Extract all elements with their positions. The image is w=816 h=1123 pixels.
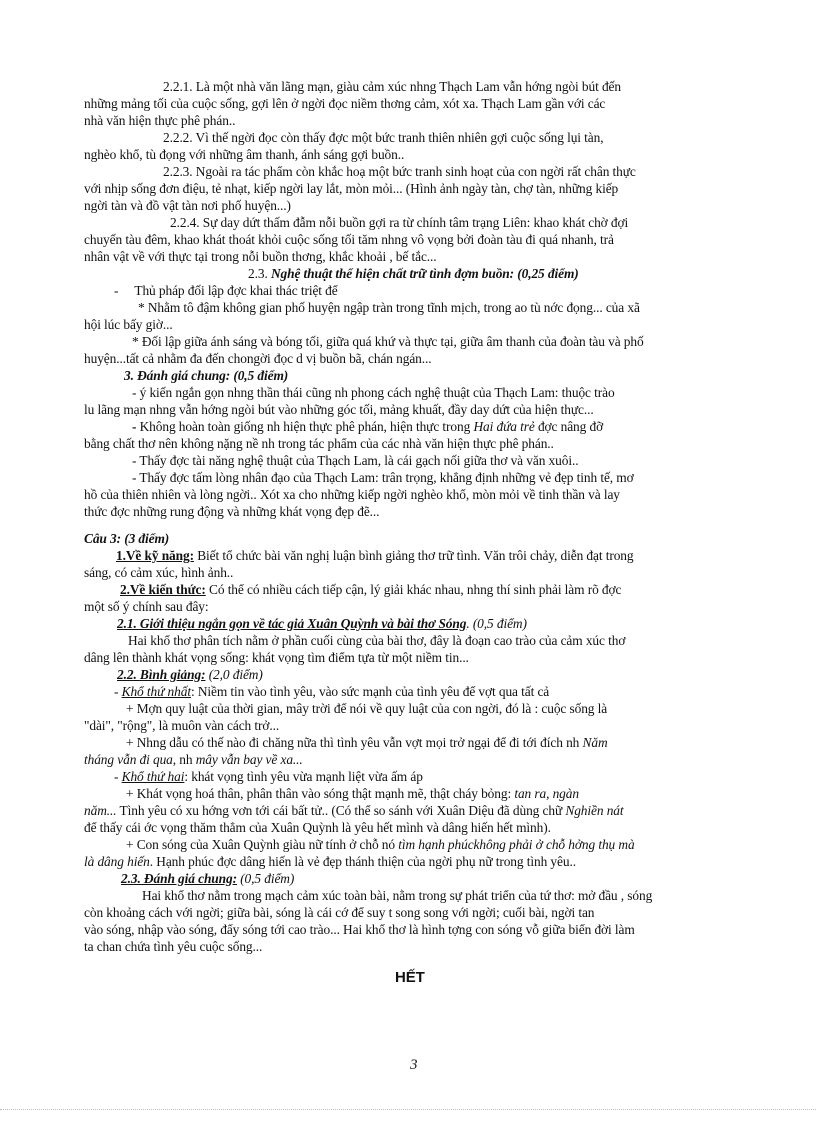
- text: 2.2.3. Ngoài ra tác phẩm còn khắc hoạ một bức tranh sinh hoạt của con ngời rất chân thực: [163, 164, 636, 179]
- text-line: [84, 180, 760, 197]
- para-2-2-2: [84, 129, 760, 146]
- text-line: [84, 112, 760, 129]
- text-line: [84, 853, 760, 870]
- text-line: [84, 231, 760, 248]
- text: ngời tàn và đồ vật tàn nơi phố huyện...): [84, 198, 291, 213]
- heading-2-1: [84, 615, 760, 632]
- text-line: [84, 751, 760, 768]
- end-marker: HẾT: [395, 969, 425, 986]
- text-line: [84, 401, 760, 418]
- text-line: [84, 197, 760, 214]
- para-2-2-3: [84, 163, 760, 180]
- text: . (0,5 điểm): [466, 616, 527, 631]
- text: một số ý chính sau đây:: [84, 599, 209, 614]
- text-line: [84, 503, 760, 520]
- text-line: [84, 486, 760, 503]
- text: Không hoàn toàn giống nh hiện thực phê phán, hiện thực trong: [136, 419, 474, 434]
- quote: Năm: [582, 735, 608, 750]
- text: lu lãng mạn nhng vẫn hớng ngòi bút vào những góc tối, mảng khuất, đầy day dứt của hiện thực...: [84, 402, 594, 417]
- text: (2,0 điểm): [205, 667, 263, 682]
- text: những mảng tối của cuộc sống, gợi lên ở ngời đọc niềm thơng cảm, xót xa. Thạch Lam gần với các: [84, 96, 606, 111]
- text: hội lúc bấy giờ...: [84, 317, 173, 332]
- text-line: [84, 452, 760, 469]
- text-line: [84, 683, 760, 700]
- dash-bullet: -: [114, 283, 119, 298]
- text-line: [84, 333, 760, 350]
- text: nhân vật về với thực tại trong nỗi buồn thơng, khắc khoải , bế tắc...: [84, 249, 437, 264]
- text: chuyến tàu đêm, khao khát thoát khỏi cuộc sống tối tăm nhng vô vọng bởi đoàn tàu đi quá nhanh, trả: [84, 232, 614, 247]
- text: . Hạnh phúc đợc dâng hiến là vẻ đẹp thánh thiện của ngời phụ nữ trong tình yêu..: [149, 854, 576, 869]
- text-line: [84, 649, 760, 666]
- text: nghèo khổ, tù đọng với những âm thanh, ánh sáng gợi buồn..: [84, 147, 405, 162]
- text: + Mợn quy luật của thời gian, mây trời để nói về quy luật của con ngời, đó là : cuộc sống là: [126, 701, 608, 716]
- text: : Niềm tin vào tình yêu, vào sức mạnh của tình yêu để vợt qua tất cả: [190, 684, 550, 699]
- section-heading: 3. Đánh giá chung: (0,5 điểm): [124, 368, 289, 383]
- quote: là dâng hiến: [84, 854, 150, 869]
- quote: tìm hạnh phúckhông phải ở chỗ hởng thụ mà: [398, 837, 635, 852]
- stanza-label: Khổ thứ nhất: [121, 684, 191, 699]
- text: dâng lên thành khát vọng sống: khát vọng tìm điểm tựa từ một niềm tin...: [84, 650, 469, 665]
- text-line: [84, 564, 760, 581]
- text-line: [84, 598, 760, 615]
- text-line: [84, 904, 760, 921]
- text: Biết tổ chức bài văn nghị luận bình giảng thơ trữ tình. Văn trôi chảy, diễn đạt trong: [193, 548, 634, 563]
- list-item: [84, 282, 760, 299]
- text-line: [84, 248, 760, 265]
- quote: năm...: [84, 803, 117, 818]
- text: thức đợc những rung động và những khát vọng đẹp đẽ...: [84, 504, 380, 519]
- text: 2.3.: [248, 266, 271, 281]
- stanza-label: Khổ thứ hai: [121, 769, 185, 784]
- text-line: [84, 717, 760, 734]
- page-number: 3: [410, 1057, 418, 1073]
- text: sáng, có cảm xúc, hình ảnh..: [84, 565, 234, 580]
- text: 2.2.2. Vì thế ngời đọc còn thấy đợc một bức tranh thiên nhiên gợi cuộc sống lụi tàn,: [163, 130, 604, 145]
- text: * Đối lập giữa ánh sáng và bóng tối, giữa quá khứ và thực tại, giữa âm thanh của đoàn tàu và phố: [132, 334, 644, 349]
- text-line: [84, 938, 760, 955]
- text: với nhịp sống đơn điệu, tẻ nhạt, kiếp ngời lay lắt, mòn mỏi... (Hình ảnh ngày tàn, chợ tàn, những kiếp: [84, 181, 619, 196]
- text-line: [84, 146, 760, 163]
- quote: tan ra, ngàn: [514, 786, 579, 801]
- text-line: [84, 734, 760, 751]
- subheading: 2.1. Giới thiệu ngắn gọn về tác giả Xuân Quỳnh và bài thơ Sóng: [117, 616, 467, 631]
- section-heading: Nghệ thuật thể hiện chất trữ tình đợm buồn: (0,25 điểm): [270, 266, 579, 281]
- text-line: [84, 700, 760, 717]
- text-line: [84, 819, 760, 836]
- text-line: [84, 316, 760, 333]
- text: còn khoảng cách với ngời; giữa bài, sóng là cái cớ để suy t song song với ngời; cuối bài, ngời tan: [84, 905, 595, 920]
- heading-2-3-b: [84, 870, 760, 887]
- text-line: [84, 547, 760, 564]
- text-line: [84, 887, 760, 904]
- text: : khát vọng tình yêu vừa mạnh liệt vừa ấm áp: [184, 769, 423, 784]
- text: + Nhng dẫu có thế nào đi chăng nữa thì tình yêu vẫn vợt mọi trở ngại để đi tới đích nh: [126, 735, 583, 750]
- text: Có thể có nhiều cách tiếp cận, lý giải khác nhau, nhng thí sinh phải làm rõ đợc: [205, 582, 622, 597]
- text-line: [84, 921, 760, 938]
- text-line: [84, 802, 760, 819]
- text-line: [84, 435, 760, 452]
- text: nhà văn hiện thực phê phán..: [84, 113, 236, 128]
- text: + Khát vọng hoá thân, phân thân vào sóng thật mạnh mẽ, thật cháy bỏng:: [126, 786, 515, 801]
- text: Tình yêu có xu hớng vơn tới cái bất tử.. (Có thể so sánh với Xuân Diệu đã dùng chữ: [116, 803, 566, 818]
- subheading: 2.2. Bình giảng:: [117, 667, 206, 682]
- text: Hai khổ thơ phân tích nằm ở phần cuối cùng của bài thơ, đây là đoạn cao trào của cảm xúc thơ: [128, 633, 626, 648]
- text: - ý kiến ngắn gọn nhng thần thái cũng nh phong cách nghệ thuật của Thạch Lam: thuộc trào: [132, 385, 615, 400]
- text: (0,5 điểm): [236, 871, 295, 886]
- page-divider: [0, 1109, 816, 1110]
- text: Hai khổ thơ nằm trong mạch cảm xúc toàn bài, nằm trong sự phát triển của tứ thơ: mở đầu , sóng: [142, 888, 653, 903]
- text: đợc nâng đỡ: [534, 419, 604, 434]
- subheading: 2.3. Đánh giá chung:: [121, 871, 237, 886]
- section-heading: Câu 3: (3 điểm): [84, 531, 170, 546]
- text: , nh: [172, 752, 196, 767]
- text-line: [84, 384, 760, 401]
- text-line: [84, 632, 760, 649]
- heading-2-2: [84, 666, 760, 683]
- quote: Nghiền nát: [565, 803, 624, 818]
- para-2-2-1: [84, 78, 760, 95]
- text: huyện...tất cả nhằm đa đến chongời đọc d vị buồn bã, chán ngán...: [84, 351, 432, 366]
- text: bằng chất thơ nên không nặng nề nh trong tác phẩm của các nhà văn hiện thực phê phán..: [84, 436, 554, 451]
- text: để thấy cái ớc vọng thăm thẳm của Xuân Quỳnh là yêu hết mình và dâng hiến hết mình).: [84, 820, 551, 835]
- text: 2.2.1. Là một nhà văn lãng mạn, giàu cảm xúc nhng Thạch Lam vẫn hớng ngòi bút đến: [163, 79, 621, 94]
- quote: tháng vẫn đi qua: [84, 752, 173, 767]
- subheading: 1.Về kỹ năng:: [116, 548, 194, 563]
- text: "dài", "rộng", là muôn vàn cách trở...: [84, 718, 280, 733]
- text: -: [114, 769, 122, 784]
- text: hồ của thiên nhiên và lòng ngời.. Xót xa cho những kiếp ngời nghèo khổ, mòn mỏi về tinh thần và lay: [84, 487, 620, 502]
- text: Thủ pháp đối lập đợc khai thác triệt để: [134, 283, 338, 298]
- text: - Thấy đợc tài năng nghệ thuật của Thạch Lam, là cái gạch nối giữa thơ và văn xuôi..: [132, 453, 579, 468]
- text-line: [84, 95, 760, 112]
- text-line: [84, 768, 760, 785]
- text: * Nhằm tô đậm không gian phố huyện ngập tràn trong tĩnh mịch, trong ao tù nớc đọng... của xã: [138, 300, 640, 315]
- text: - Thấy đợc tấm lòng nhân đạo của Thạch Lam: trân trọng, khẳng định những vẻ đẹp tinh tế, mơ: [132, 470, 634, 485]
- heading-3: [84, 367, 760, 384]
- text: + Con sóng của Xuân Quỳnh giàu nữ tính ở chỗ nó: [126, 837, 399, 852]
- para-2-2-4: [84, 214, 760, 231]
- heading-2-3: [84, 265, 760, 282]
- text: vào sóng, nhập vào sóng, đẩy sóng tới cao trào... Hai khổ thơ là hình tợng con sóng vỗ giữa biển đời làm: [84, 922, 635, 937]
- text-line: [84, 836, 760, 853]
- dash-bullet: -: [132, 419, 137, 434]
- text: 2.2.4. Sự day dứt thấm đẫm nỗi buồn gợi ra từ chính tâm trạng Liên: khao khát chờ đợi: [170, 215, 629, 230]
- text: ta chan chứa tình yêu cuộc sống...: [84, 939, 263, 954]
- text-line: [84, 350, 760, 367]
- work-title: Hai đứa trẻ: [473, 419, 535, 434]
- text-line: [84, 581, 760, 598]
- text-line: [84, 469, 760, 486]
- question-3-heading: [84, 530, 760, 547]
- subheading: 2.Về kiến thức:: [120, 582, 206, 597]
- quote: mây vẫn bay về xa...: [195, 752, 303, 767]
- text-line: [84, 299, 760, 316]
- text: -: [114, 684, 122, 699]
- text-line: [84, 785, 760, 802]
- text-line: [84, 418, 760, 435]
